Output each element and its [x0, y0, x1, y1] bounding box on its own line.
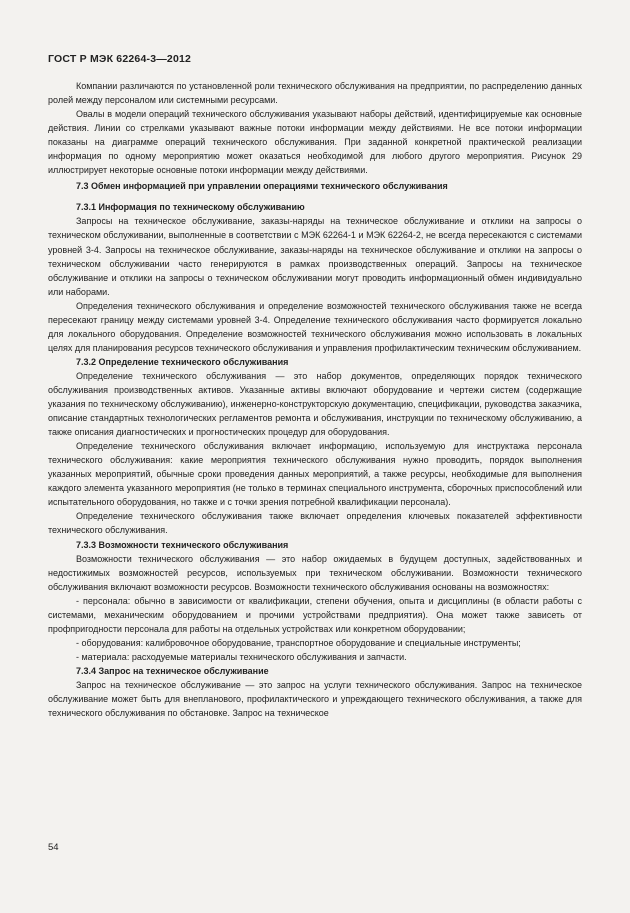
list-item: - оборудования: калибровочное оборудование, транспортное оборудование и специальные инструменты; [76, 637, 521, 648]
section-heading-7-3-2: 7.3.2 Определение технического обслуживания [76, 356, 289, 367]
section-heading-7-3: 7.3 Обмен информацией при управлении операциями технического обслуживания [76, 181, 448, 192]
section-heading-7-3-1: 7.3.1 Информация по техническому обслуживанию [76, 202, 305, 213]
section-heading-7-3-3: 7.3.3 Возможности технического обслуживания [76, 539, 289, 550]
document-header: ГОСТ Р МЭК 62264-3—2012 [48, 53, 192, 65]
page-number: 54 [48, 842, 59, 853]
paragraph: Запросы на техническое обслуживание, заказы-наряды на техническое обслуживание и отклики на запросы о техническом обслуживании, выполненные в соответствии с МЭК 62264-1 и МЭК 62264-2, не всегда пересекаются с системами уровней 3-4. Запросы на техническое обслуживание, заказы-наряды на техническое обслуживание и отклики на запросы о техническом обслуживании часто генерируются в рамках производственных операций. Запросы на техническое обслуживание и отклики на запросы о техническом обслуживании могут проводить информационный обмен индивидуально или наборами. [48, 216, 582, 297]
paragraph: Компании различаются по установленной роли технического обслуживания на предприятии, по распределению данных ролей между персоналом или системными ресурсами. [48, 81, 582, 106]
section-heading-7-3-4: 7.3.4 Запрос на техническое обслуживание [76, 665, 269, 676]
document-body [48, 79, 582, 720]
paragraph: Определения технического обслуживания и определение возможностей технического обслуживания также не всегда пересекают границу между системами уровней 3-4. Определение технического обслуживания часто формируется локально для локального оборудования. Определение возможностей технического обслуживания можно использовать в локальных целях для планирования ресурсов технического обслуживания и управления профилактическим техническим обслуживанием. [48, 300, 582, 353]
paragraph: Возможности технического обслуживания — это набор ожидаемых в будущем доступных, задействованных и недостижимых возможностей ресурсов, используемых при техническом обслуживании. Возможности технического обслуживания включают возможности ресурсов. Возможности технического обслуживания основаны на возможностях: [48, 553, 582, 592]
paragraph: Определение технического обслуживания включает информацию, используемую для инструктажа персонала технического обслуживания: какие мероприятия технического обслуживания нужно проводить, порядок выполнения указанных мероприятий, обычные сроки проведения данных мероприятий, а также ресурсы, необходимые для выполнения каждого элемента указанного мероприятия (не только в терминах специального инструмента, сборочных приспособлений или испытательного оборудования, но также и с точки зрения потребной квалификации персонала). [48, 441, 582, 508]
paragraph: Определение технического обслуживания — это набор документов, определяющих порядок технического обслуживания производственных активов. Указанные активы включают оборудование и чертежи систем (содержащие указания по техническому обслуживанию), инженерно-конструкторскую документацию, спецификации, руководства заказчика, описание стандартных технологических регламентов ремонта и обслуживания, инструкции по техническому обслуживанию, а также описания диагностических и прогностических процедур для оборудования. [48, 370, 582, 438]
paragraph: Определение технического обслуживания также включает определения ключевых показателей эффективности технического обслуживания. [48, 511, 582, 536]
list-item: - материала: расходуемые материалы технического обслуживания и запчасти. [76, 651, 407, 662]
paragraph: Запрос на техническое обслуживание — это запрос на услуги технического обслуживания. Запрос на техническое обслуживание может быть для внепланового, профилактического и упреждающего технического обслуживания, а также для технического обслуживания по обстановке. Запрос на техническое [48, 679, 582, 719]
list-item: - персонала: обычно в зависимости от квалификации, степени обучения, опыта и дисциплины (в области работы с системами, механическим оборудованием и прочими устройствами предприятия). Она может также зависеть от профпригодности персонала для работы на отдельных устройствах или конкретном оборудовании; [48, 595, 582, 634]
paragraph: Овалы в модели операций технического обслуживания указывают наборы действий, идентифицируемые как основные действия. Линии со стрелками указывают важные потоки информации между действиями. Не все потоки информации показаны на диаграмме операций технического обслуживания. При заданной конкретной практической реализации информация по одному мероприятию может оказаться необходимой для любого другого мероприятия. Рисунок 29 иллюстрирует некоторые основные потоки информации между действиями. [48, 109, 582, 176]
